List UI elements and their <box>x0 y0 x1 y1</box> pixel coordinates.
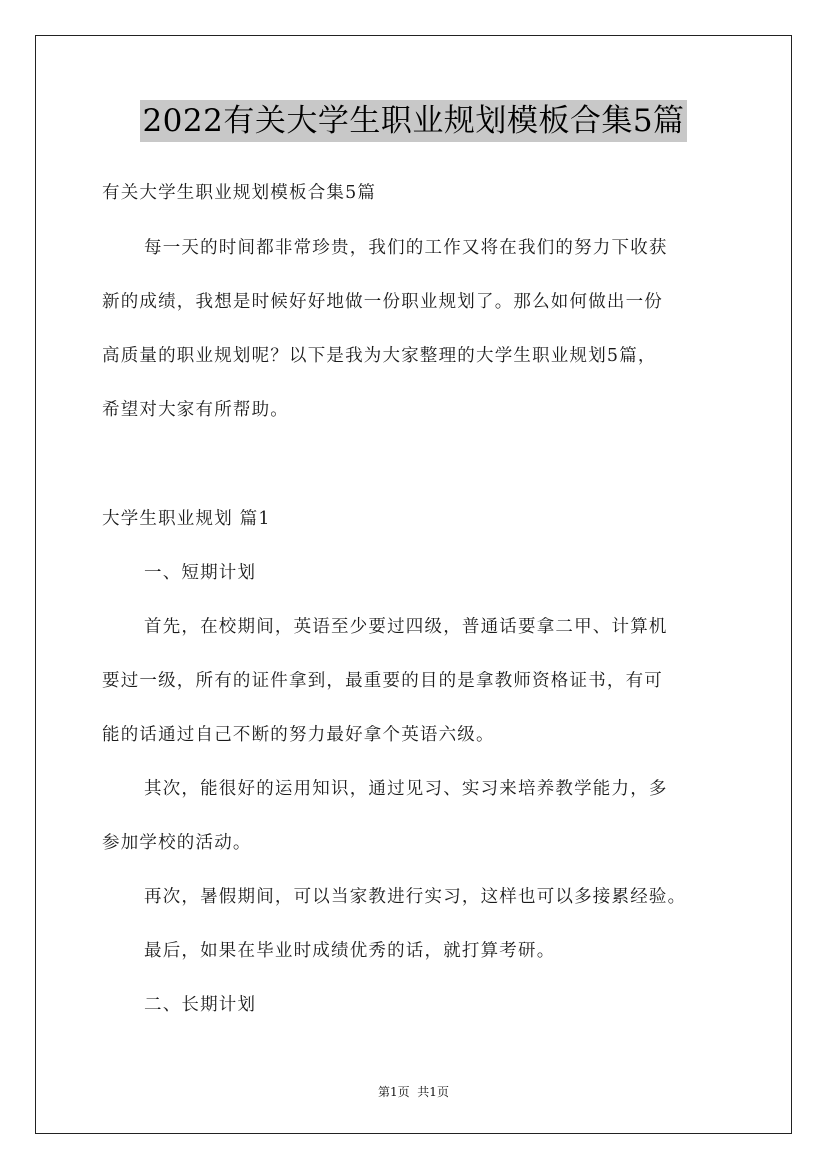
intro-line: 高质量的职业规划呢？以下是我为大家整理的大学生职业规划5篇， <box>102 346 657 366</box>
paragraph-line: 能的话通过自己不断的努力最好拿个英语六级。 <box>102 725 495 745</box>
intro-line: 希望对大家有所帮助。 <box>102 400 289 420</box>
page-number-footer: 第1页 共1页 <box>378 1085 449 1099</box>
long-term-heading: 二、长期计划 <box>144 995 257 1015</box>
title-container <box>0 100 827 142</box>
paragraph-line: 再次，暑假期间，可以当家教进行实习，这样也可以多接累经验。 <box>144 887 687 907</box>
intro-line: 每一天的时间都非常珍贵，我们的工作又将在我们的努力下收获 <box>144 238 668 258</box>
short-term-heading: 一、短期计划 <box>144 563 257 583</box>
document-subtitle: 有关大学生职业规划模板合集5篇 <box>102 183 377 203</box>
paragraph-line: 最后，如果在毕业时成绩优秀的话，就打算考研。 <box>144 941 556 961</box>
section-heading: 大学生职业规划 篇1 <box>102 509 271 529</box>
paragraph-line: 要过一级，所有的证件拿到，最重要的目的是拿教师资格证书，有可 <box>102 671 663 691</box>
paragraph-line: 参加学校的活动。 <box>102 833 252 853</box>
document-title: 2022有关大学生职业规划模板合集5篇 <box>140 100 686 142</box>
paragraph-line: 其次，能很好的运用知识，通过见习、实习来培养教学能力，多 <box>144 779 668 799</box>
paragraph-line: 首先，在校期间，英语至少要过四级，普通话要拿二甲、计算机 <box>144 617 668 637</box>
intro-line: 新的成绩，我想是时候好好地做一份职业规划了。那么如何做出一份 <box>102 292 663 312</box>
